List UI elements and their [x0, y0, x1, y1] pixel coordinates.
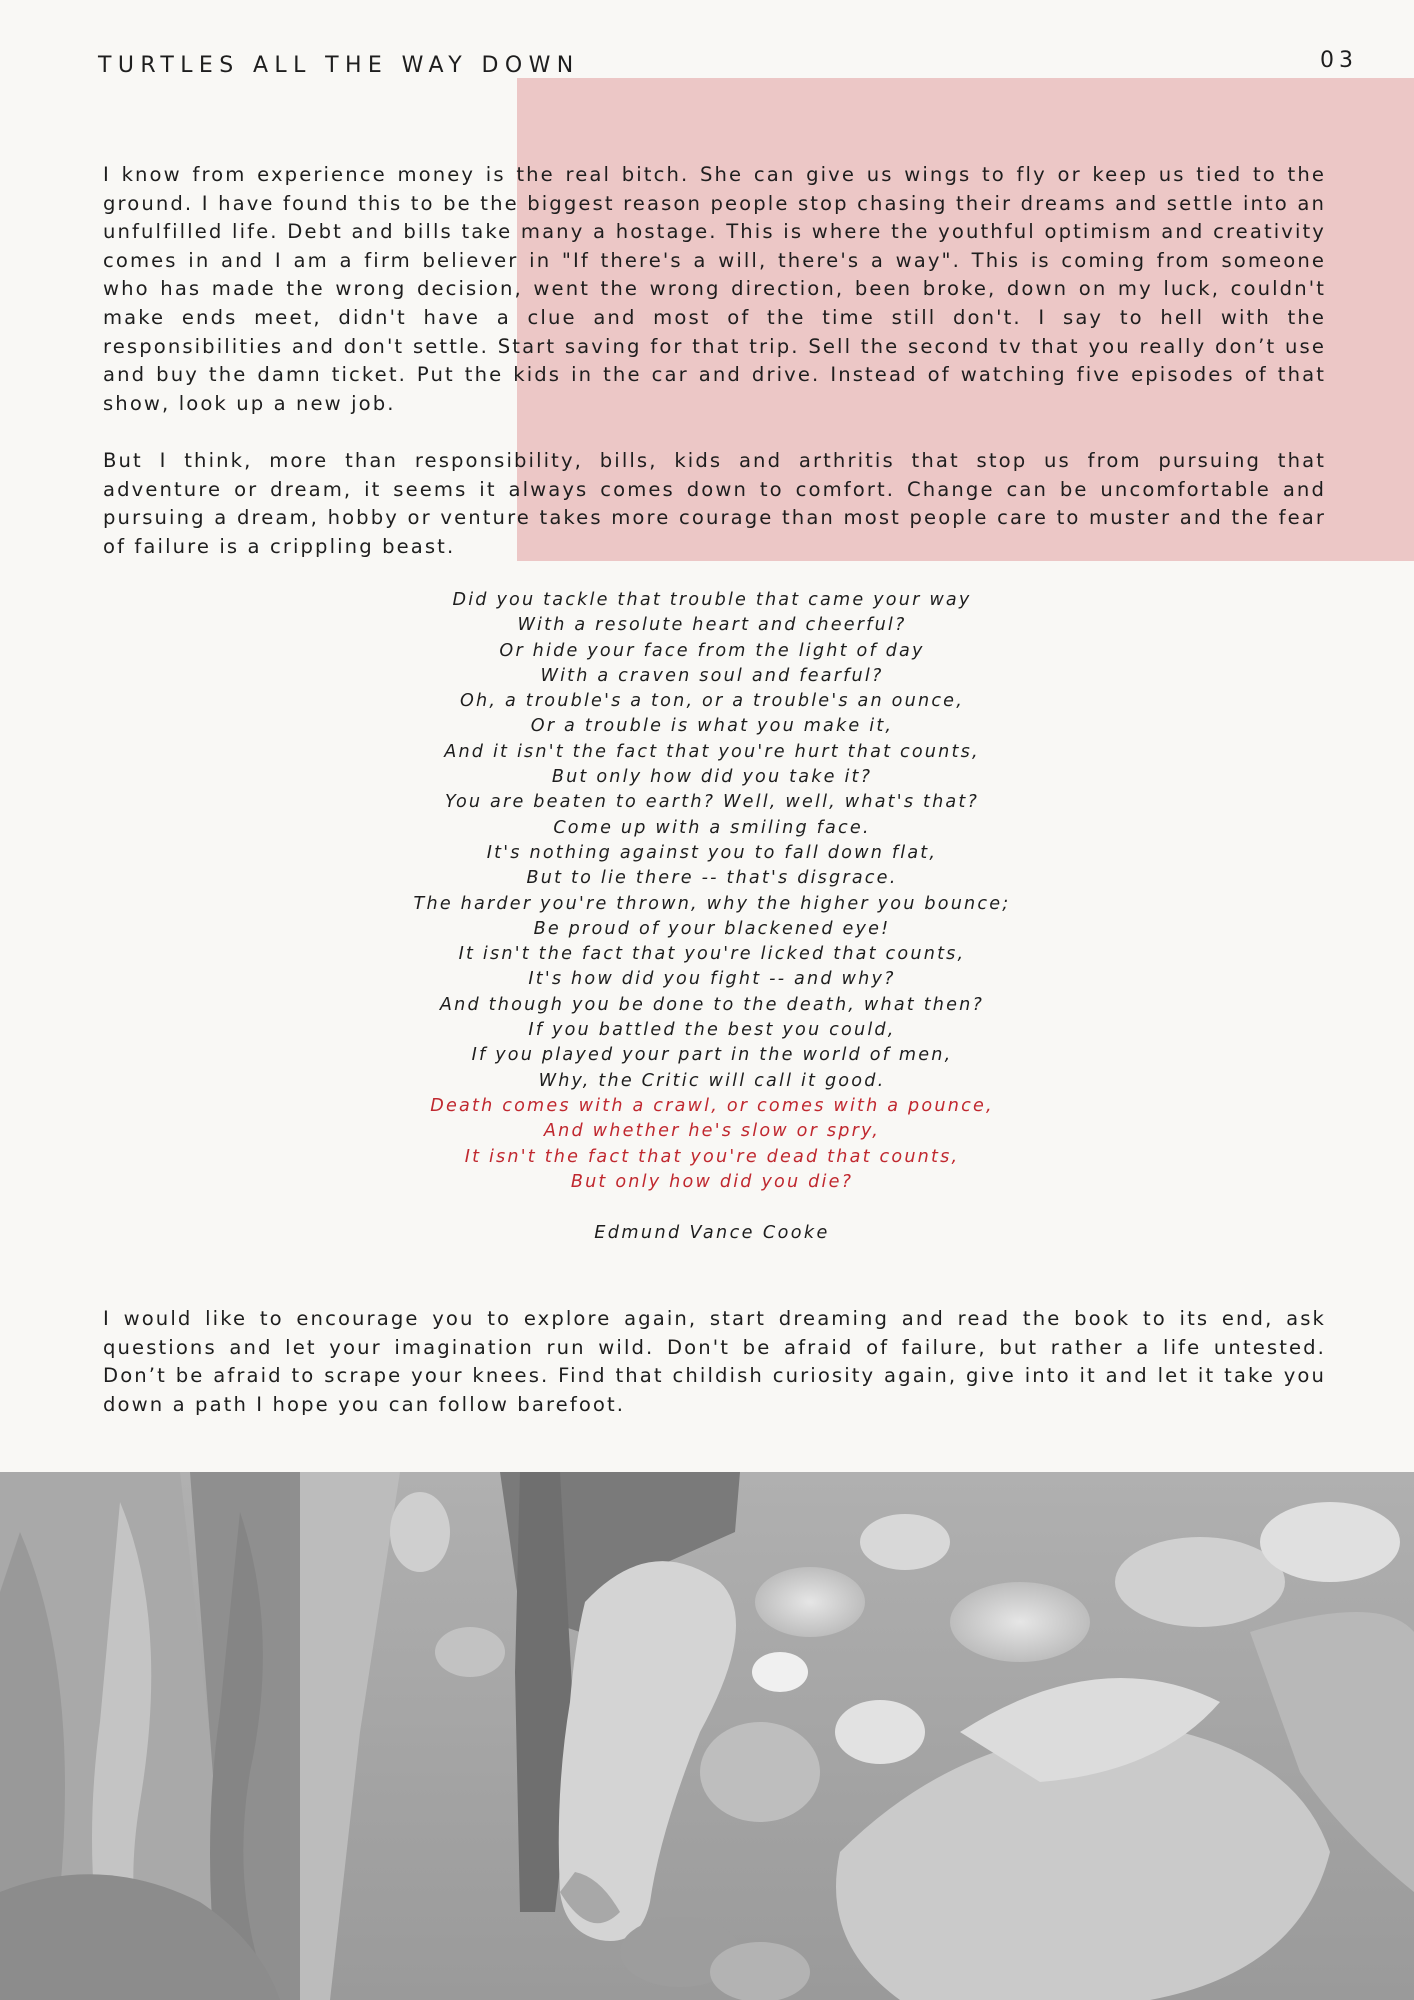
poem-line: If you played your part in the world of men, [471, 1045, 953, 1066]
poem-line: If you battled the best you could, [528, 1020, 896, 1041]
poem-line-highlighted: Death comes with a crawl, or comes with a pounce, [430, 1095, 994, 1116]
poem-line-highlighted: And whether he's slow or spry, [543, 1121, 881, 1142]
poem-line: Why, the Critic will call it good. [538, 1070, 886, 1091]
page-header-title: TURTLES ALL THE WAY DOWN [98, 53, 580, 78]
poem-line: Or a trouble is what you make it, [530, 716, 894, 737]
poem-line: But only how did you take it? [551, 767, 873, 788]
poem-line: Or hide your face from the light of day [499, 640, 925, 661]
forest-floor-barefoot-photo [0, 1472, 1414, 2000]
poem-line: And it isn't the fact that you're hurt that counts, [444, 741, 980, 762]
poem-line: Did you tackle that trouble that came your way [452, 590, 972, 610]
poem-line: It isn't the fact that you're licked that counts, [458, 944, 966, 965]
poem-line: But to lie there -- that's disgrace. [526, 868, 898, 889]
body-paragraph: But I think, more than responsibility, bills, kids and arthritis that stop us from pursuing that adventure or dream, it seems it always comes down to comfort. Change can be uncomfortable and pursuing a dream, hobby or venture takes more courage than most people care to muster and the fear of failure is a crippling beast. [103, 449, 1326, 558]
poem-author: Edmund Vance Cooke [594, 1223, 830, 1243]
poem-line: With a craven soul and fearful? [540, 665, 884, 686]
poem-line: You are beaten to earth? Well, well, what's that? [444, 792, 980, 813]
poem-line: Oh, a trouble's a ton, or a trouble's an ounce, [459, 691, 965, 712]
poem-line-highlighted: But only how did you die? [570, 1171, 854, 1192]
poem-line: And though you be done to the death, what then? [439, 994, 985, 1015]
poem-line: It's nothing against you to fall down flat, [486, 842, 938, 863]
page-number: 03 [1320, 48, 1358, 73]
poem-line-highlighted: It isn't the fact that you're dead that counts, [464, 1146, 960, 1167]
poem-line: It's how did you fight -- and why? [528, 969, 896, 990]
poem-line: Come up with a smiling face. [553, 817, 871, 838]
body-paragraph: I know from experience money is the real bitch. She can give us wings to fly or keep us tied to the ground. I have found this to be the biggest reason people stop chasing their dreams and settle into an unfulfilled life. Debt and bills take many a hostage. This is where the youthful optimism and creativity comes in and I am a firm believer in "If there's a will, there's a way". This is coming from someone who has made the wrong decision, went the wrong direction, been broke, down on my luck, couldn't make ends meet, didn't have a clue and most of the time still don't. I say to hell with the responsibilities and don't settle. Start saving for that trip. Sell the second tv that you really don’t use and buy the damn ticket. Put the kids in the car and drive. Instead of watching five episodes of that show, look up a new job. [103, 163, 1326, 415]
poem-line: The harder you're thrown, why the higher you bounce; [413, 893, 1011, 914]
poem-line: Be proud of your blackened eye! [533, 918, 891, 939]
body-paragraph: I would like to encourage you to explore again, start dreaming and read the book to its end, ask questions and let your imagination run wild. Don't be afraid of failure, but rather a life untested. Don’t be afraid to scrape your knees. Find that childish curiosity again, give into it and let it take you down a path I hope you can follow barefoot. [103, 1307, 1326, 1416]
poem [200, 588, 1224, 1195]
poem-line: With a resolute heart and cheerful? [517, 615, 907, 636]
